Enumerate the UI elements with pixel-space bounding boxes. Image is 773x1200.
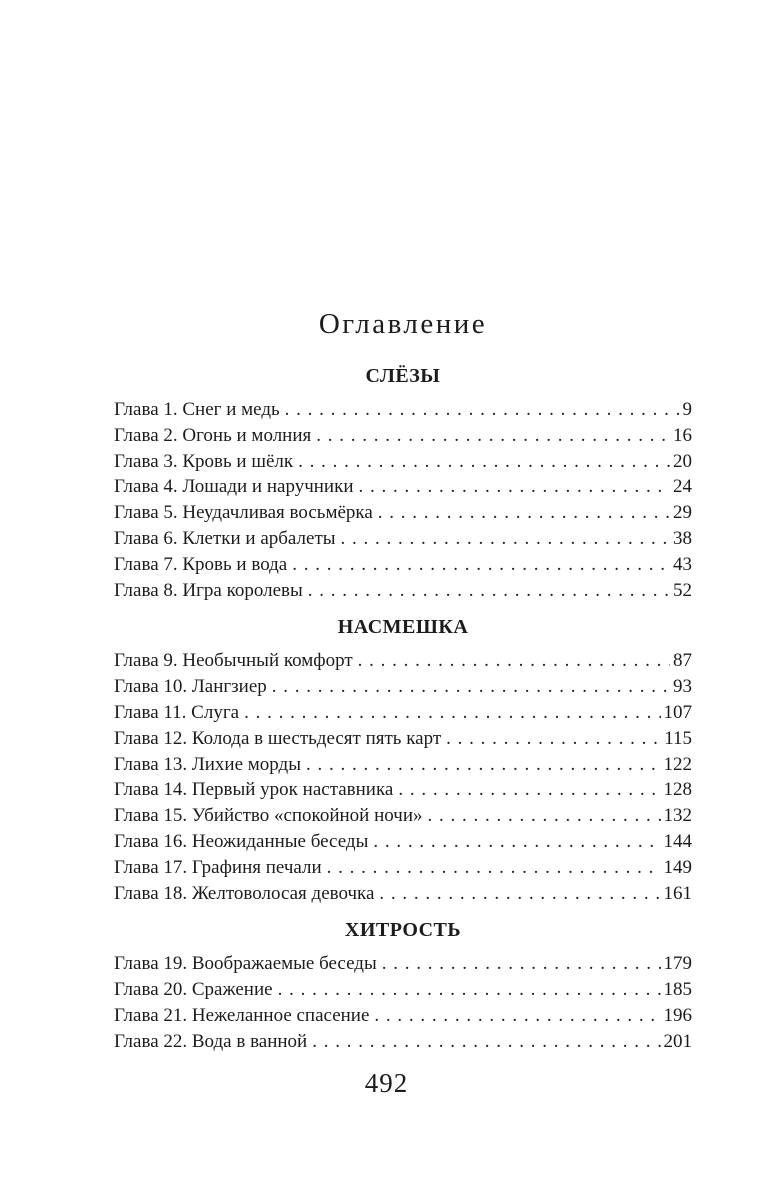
dot-leader <box>358 648 670 674</box>
section-heading: ХИТРОСТЬ <box>344 919 462 942</box>
toc-entry <box>114 449 692 475</box>
dot-leader <box>312 1029 660 1055</box>
toc-entry <box>114 578 692 604</box>
dot-leader <box>382 951 661 977</box>
toc-entry-label: Глава 4. Лошади и наручники <box>114 476 354 498</box>
dot-leader <box>446 726 661 752</box>
toc-entry-label: Глава 1. Снег и медь <box>114 399 280 420</box>
toc-entry <box>114 474 692 500</box>
toc-entry-page: 9 <box>682 399 692 420</box>
toc-entry-page: 196 <box>663 1004 692 1026</box>
toc-entry-label: Глава 3. Кровь и шёлк <box>114 450 294 472</box>
toc-entry-page: 128 <box>663 779 692 801</box>
toc-entry-label: Глава 20. Сражение <box>114 979 273 1001</box>
dot-leader <box>359 474 671 500</box>
dot-leader <box>427 803 660 829</box>
toc-entry <box>114 829 692 855</box>
dot-leader <box>341 526 670 552</box>
toc-entry-label: Глава 5. Неудачливая восьмёрка <box>114 502 373 524</box>
toc-entry-label: Глава 10. Лангзиер <box>114 676 267 698</box>
dot-leader <box>285 397 680 423</box>
dot-leader <box>306 752 661 778</box>
toc-entry <box>114 1003 692 1029</box>
toc-entry-page: 38 <box>673 527 692 549</box>
toc-entry <box>114 855 692 881</box>
dot-leader <box>298 449 670 475</box>
toc-entry <box>114 777 692 803</box>
toc-entry-label: Глава 22. Вода в ванной <box>114 1030 308 1052</box>
dot-leader <box>327 855 661 881</box>
toc-entry <box>114 397 692 423</box>
page-title: Оглавление <box>318 308 488 340</box>
toc-entry-label: Глава 19. Воображаемые беседы <box>114 953 377 975</box>
toc-entry-page: 201 <box>663 1030 692 1052</box>
toc-entry-page: 144 <box>663 830 692 852</box>
toc-entry-page: 179 <box>663 953 692 975</box>
toc-entry <box>114 674 692 700</box>
toc-entry-page: 52 <box>673 579 692 601</box>
toc-entry-page: 107 <box>663 701 692 723</box>
toc-entry <box>114 552 692 578</box>
toc-entry-page: 185 <box>663 979 692 1001</box>
section-heading: СЛЁЗЫ <box>365 365 441 387</box>
toc-entry-label: Глава 16. Неожиданные беседы <box>114 830 369 852</box>
toc-entry <box>114 951 692 977</box>
toc-entry-label: Глава 18. Желтоволосая девочка <box>114 882 375 904</box>
book-page-number: 492 <box>364 1068 409 1098</box>
toc-entry <box>114 881 692 907</box>
dot-leader <box>379 881 660 907</box>
dot-leader <box>292 552 670 578</box>
toc-entry <box>114 500 692 526</box>
dot-leader <box>374 1003 660 1029</box>
toc-entry-page: 24 <box>673 476 692 498</box>
toc-entry-label: Глава 9. Необычный комфорт <box>114 650 353 672</box>
toc-entry-label: Глава 7. Кровь и вода <box>114 553 288 575</box>
toc-entry-page: 161 <box>663 882 692 904</box>
dot-leader <box>398 777 660 803</box>
toc-entry-page: 16 <box>673 424 692 446</box>
section-heading: НАСМЕШКА <box>337 616 469 639</box>
toc-entry-label: Глава 17. Графиня печали <box>114 856 322 878</box>
toc-entry-label: Глава 15. Убийство «спокойной ночи» <box>114 805 423 827</box>
toc-entry-page: 132 <box>663 805 692 827</box>
dot-leader <box>373 829 660 855</box>
dot-leader <box>278 977 661 1003</box>
toc-entry-label: Глава 2. Огонь и молния <box>114 424 312 446</box>
toc-entry-label: Глава 11. Слуга <box>114 701 240 723</box>
dot-leader <box>308 578 670 604</box>
toc-entry-label: Глава 14. Первый урок наставника <box>114 779 394 801</box>
toc-entry-page: 87 <box>673 650 692 672</box>
toc-entry <box>114 1029 692 1055</box>
toc-entry-page: 115 <box>664 727 692 749</box>
toc-entry-page: 149 <box>663 856 692 878</box>
toc-entry <box>114 526 692 552</box>
toc-entry-page: 43 <box>673 553 692 575</box>
toc-entry-page: 93 <box>673 676 692 698</box>
toc-entry-label: Глава 6. Клетки и арбалеты <box>114 527 336 549</box>
toc-sections <box>114 365 692 1055</box>
toc-entry <box>114 977 692 1003</box>
toc-entry-page: 29 <box>673 502 692 524</box>
table-of-contents <box>114 308 692 1055</box>
toc-entry-label: Глава 21. Нежеланное спасение <box>114 1004 370 1026</box>
toc-entry-page: 122 <box>663 753 692 775</box>
toc-entry <box>114 752 692 778</box>
toc-entry-label: Глава 12. Колода в шестьдесят пять карт <box>114 727 442 749</box>
toc-entry <box>114 803 692 829</box>
dot-leader <box>272 674 670 700</box>
toc-entry <box>114 423 692 449</box>
toc-entry <box>114 648 692 674</box>
dot-leader <box>244 700 660 726</box>
dot-leader <box>316 423 670 449</box>
toc-entry <box>114 726 692 752</box>
dot-leader <box>378 500 670 526</box>
toc-entry-page: 20 <box>673 450 692 472</box>
toc-entry-label: Глава 8. Игра королевы <box>114 579 303 601</box>
toc-entry <box>114 700 692 726</box>
toc-entry-label: Глава 13. Лихие морды <box>114 753 301 775</box>
